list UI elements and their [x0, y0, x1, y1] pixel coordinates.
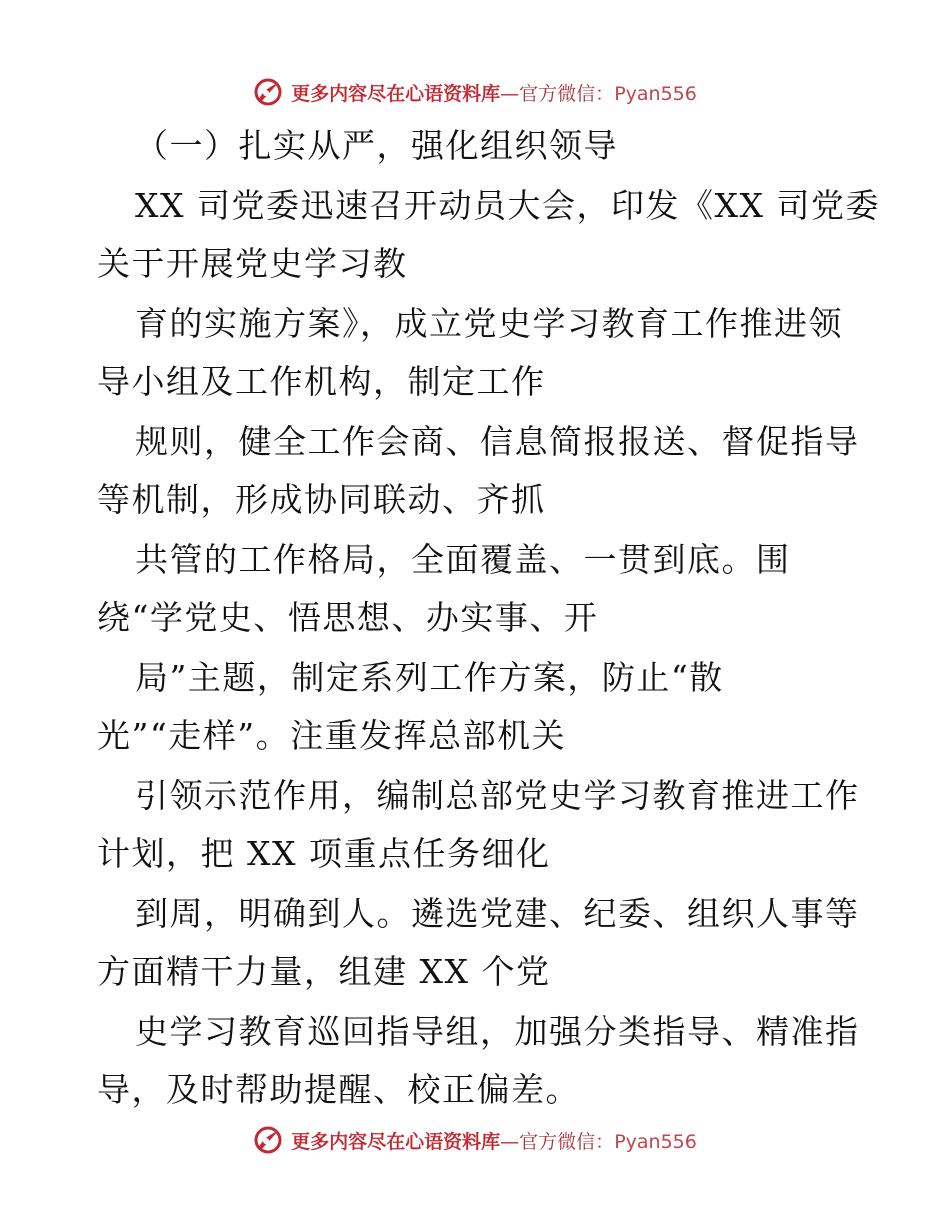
banner-brand: 更多内容尽在心语资料库 — [291, 1130, 501, 1153]
footer-banner — [0, 1120, 950, 1160]
text-line: 到周，明确到人。遴选党建、纪委、组织人事等 — [135, 894, 860, 933]
text-line: 引领示范作用，编制总部党史学习教育推进工作 — [135, 776, 860, 815]
text-line: 计划，把 XX 项重点任务细化 — [97, 834, 551, 873]
text-line: 等机制，形成协同联动、齐抓 — [97, 480, 546, 519]
ink-brush-logo-icon — [253, 77, 283, 107]
banner-dash: — — [500, 82, 520, 105]
banner-label: 官方微信： — [519, 1130, 615, 1153]
banner-wechat-id: Pyan556 — [614, 82, 697, 105]
text-line: 光”“走样”。注重发挥总部机关 — [97, 716, 567, 755]
banner-text — [291, 1127, 697, 1154]
text-line: 绕“学党史、悟思想、办实事、开 — [97, 598, 599, 637]
text-line: 共管的工作格局，全面覆盖、一贯到底。围 — [135, 540, 791, 579]
banner-dash: — — [500, 1130, 520, 1153]
text-line: 规则，健全工作会商、信息简报报送、督促指导 — [135, 422, 860, 461]
header-banner — [0, 72, 950, 112]
text-line: XX 司党委迅速召开动员大会，印发《XX 司党委 — [135, 186, 880, 225]
banner-wechat-id: Pyan556 — [614, 1130, 697, 1153]
text-line: 导，及时帮助提醒、校正偏差。 — [97, 1070, 580, 1109]
banner-text — [291, 79, 697, 106]
banner-label: 官方微信： — [519, 82, 615, 105]
text-line: 史学习教育巡回指导组，加强分类指导、精准指 — [135, 1012, 860, 1051]
section-heading: （一）扎实从严，强化组织领导 — [135, 126, 618, 165]
text-line: 育的实施方案》，成立党史学习教育工作推进领 — [135, 304, 843, 343]
text-line: 导小组及工作机构，制定工作 — [97, 362, 546, 401]
banner-brand: 更多内容尽在心语资料库 — [291, 82, 501, 105]
ink-brush-logo-icon — [253, 1125, 283, 1155]
text-line: 方面精干力量，组建 XX 个党 — [97, 952, 551, 991]
text-line: 关于开展党史学习教 — [97, 244, 408, 283]
text-line: 局”主题，制定系列工作方案，防止“散 — [135, 658, 724, 697]
